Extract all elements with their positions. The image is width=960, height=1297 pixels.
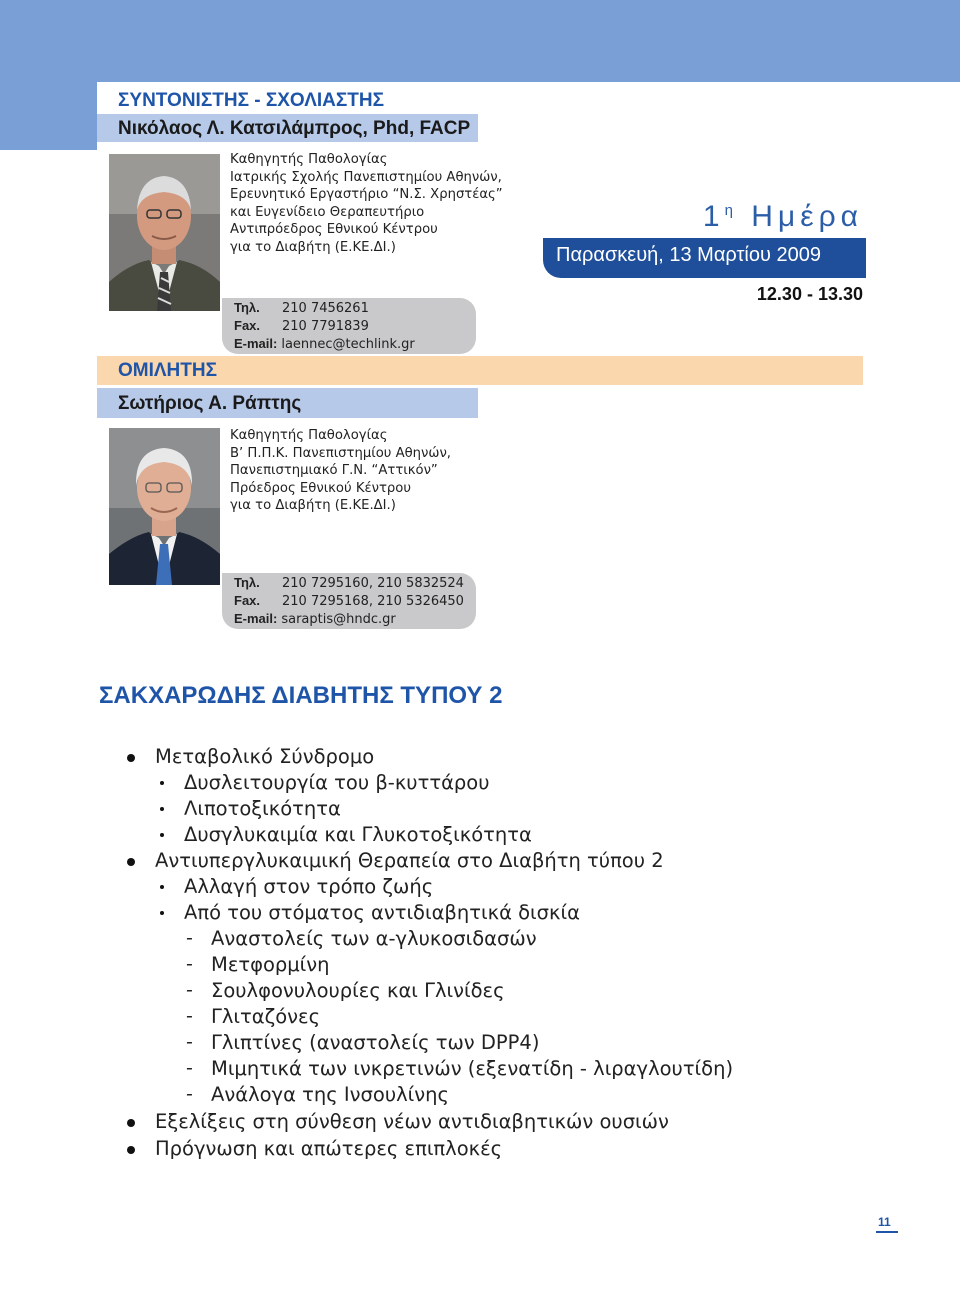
day-superscript: η xyxy=(724,202,738,219)
bio-line: Ιατρικής Σχολής Πανεπιστημίου Αθηνών, xyxy=(230,169,502,185)
outline-subsubitem: Αναστολείς των α-γλυκοσιδασών xyxy=(211,927,537,950)
speaker-photo xyxy=(109,428,220,585)
bio-line: Καθηγητής Παθολογίας xyxy=(230,428,388,443)
coordinator-role: ΣΥΝΤΟΝΙΣΤΗΣ - ΣΧΟΛΙΑΣΤΗΣ xyxy=(118,90,384,111)
tel-value: 210 7295160, 210 5832524 xyxy=(282,576,464,591)
outline-item: Εξελίξεις στη σύνθεση νέων αντιδιαβητικών ουσιών xyxy=(155,1110,669,1133)
bullet-icon xyxy=(127,1146,135,1154)
tel-label: Τηλ. xyxy=(234,300,260,315)
fax-value: 210 7295168, 210 5326450 xyxy=(282,594,464,609)
outline-item: Αντιυπεργλυκαιμική Θεραπεία στο Διαβήτη τύπου 2 xyxy=(155,849,664,872)
fax-label: Fax. xyxy=(234,318,261,333)
bullet-icon xyxy=(127,754,135,762)
page-number: 11 xyxy=(878,1215,891,1229)
bio-line: Καθηγητής Παθολογίας xyxy=(230,152,388,167)
sub-bullet-icon xyxy=(160,885,164,889)
tel-value: 210 7456261 xyxy=(282,301,369,316)
email-label: E-mail: xyxy=(234,611,278,626)
outline-subitem: Λιποτοξικότητα xyxy=(184,797,341,820)
bio-line: για το Διαβήτη (Ε.ΚΕ.ΔΙ.) xyxy=(230,498,396,514)
sub-bullet-icon xyxy=(160,807,164,811)
outline-subitem: Αλλαγή στον τρόπο ζωής xyxy=(184,875,434,898)
fax-value: 210 7791839 xyxy=(282,319,369,334)
email-value[interactable]: laennec@techlink.gr xyxy=(281,337,415,352)
coordinator-bio xyxy=(230,151,503,257)
outline-subsubitem: Μετφορμίνη xyxy=(211,953,330,976)
sub-bullet-icon xyxy=(160,833,164,837)
dash-marker: - xyxy=(186,1031,193,1053)
dash-marker: - xyxy=(186,1057,193,1079)
dash-marker: - xyxy=(186,927,193,949)
tel-label: Τηλ. xyxy=(234,575,260,590)
header-notch xyxy=(480,82,960,150)
speaker-name: Σωτήριος Α. Ράπτης xyxy=(118,393,302,414)
bio-line: Αντιπρόεδρος Εθνικού Κέντρου xyxy=(230,222,438,238)
outline-subsubitem: Γλιπτίνες (αναστολείς των DPP4) xyxy=(211,1031,540,1054)
outline-subsubitem: Μιμητικά των ινκρετινών (εξενατίδη - λιραγλουτίδη) xyxy=(211,1057,734,1080)
dash-marker: - xyxy=(186,1083,193,1105)
speaker-bio xyxy=(230,427,451,515)
coordinator-tel xyxy=(234,300,369,316)
outline-item: Πρόγνωση και απώτερες επιπλοκές xyxy=(155,1137,503,1160)
bullet-icon xyxy=(127,858,135,866)
outline-subsubitem: Σουλφονυλουρίες και Γλινίδες xyxy=(211,979,505,1002)
sub-bullet-icon xyxy=(160,911,164,915)
speaker-role: ΟΜΙΛΗΤΗΣ xyxy=(118,360,218,381)
bullet-icon xyxy=(127,1119,135,1127)
session-date: Παρασκευή, 13 Μαρτίου 2009 xyxy=(556,244,821,266)
outline-subitem: Δυσγλυκαιμία και Γλυκοτοξικότητα xyxy=(184,823,532,846)
coordinator-photo xyxy=(109,154,220,311)
outline-subitem: Δυσλειτουργία του β-κυττάρου xyxy=(184,771,490,794)
dash-marker: - xyxy=(186,1005,193,1027)
email-value[interactable]: saraptis@hndc.gr xyxy=(281,612,396,627)
page-number-rule xyxy=(876,1231,898,1233)
speaker-email xyxy=(234,611,396,627)
coordinator-name: Νικόλαος Λ. Κατσιλάμπρος, Phd, FACP xyxy=(118,118,471,139)
coordinator-fax xyxy=(234,318,369,334)
speaker-tel xyxy=(234,575,464,591)
bio-line: Πρόεδρος Εθνικού Κέντρου xyxy=(230,480,411,496)
sub-bullet-icon xyxy=(160,781,164,785)
dash-marker: - xyxy=(186,953,193,975)
coordinator-email xyxy=(234,336,415,352)
day-word: Ημέρα xyxy=(751,200,863,233)
day-title xyxy=(703,200,863,234)
session-time: 12.30 - 13.30 xyxy=(756,284,863,304)
day-number: 1 xyxy=(702,200,725,233)
lecture-topic-title: ΣΑΚΧΑΡΩΔΗΣ ΔΙΑΒΗΤΗΣ ΤΥΠΟΥ 2 xyxy=(99,682,503,709)
outline-subsubitem: Γλιταζόνες xyxy=(211,1005,321,1028)
dash-marker: - xyxy=(186,979,193,1001)
bio-line: Ερευνητικό Εργαστήριο “Ν.Σ. Χρηστέας” xyxy=(230,187,503,203)
bio-line: για το Διαβήτη (Ε.ΚΕ.ΔΙ.) xyxy=(230,239,396,255)
fax-label: Fax. xyxy=(234,593,261,608)
email-label: E-mail: xyxy=(234,336,278,351)
outline-subsubitem: Ανάλογα της Ινσουλίνης xyxy=(211,1083,449,1106)
bio-line: Β’ Π.Π.Κ. Πανεπιστημίου Αθηνών, xyxy=(230,445,452,461)
outline-item: Μεταβολικό Σύνδρομο xyxy=(155,745,375,768)
bio-line: και Ευγενίδειο Θεραπευτήριο xyxy=(230,204,425,220)
outline-subitem: Από του στόματος αντιδιαβητικά δισκία xyxy=(184,901,580,924)
speaker-fax xyxy=(234,593,464,609)
bio-line: Πανεπιστημιακό Γ.Ν. “Αττικόν” xyxy=(230,463,438,479)
